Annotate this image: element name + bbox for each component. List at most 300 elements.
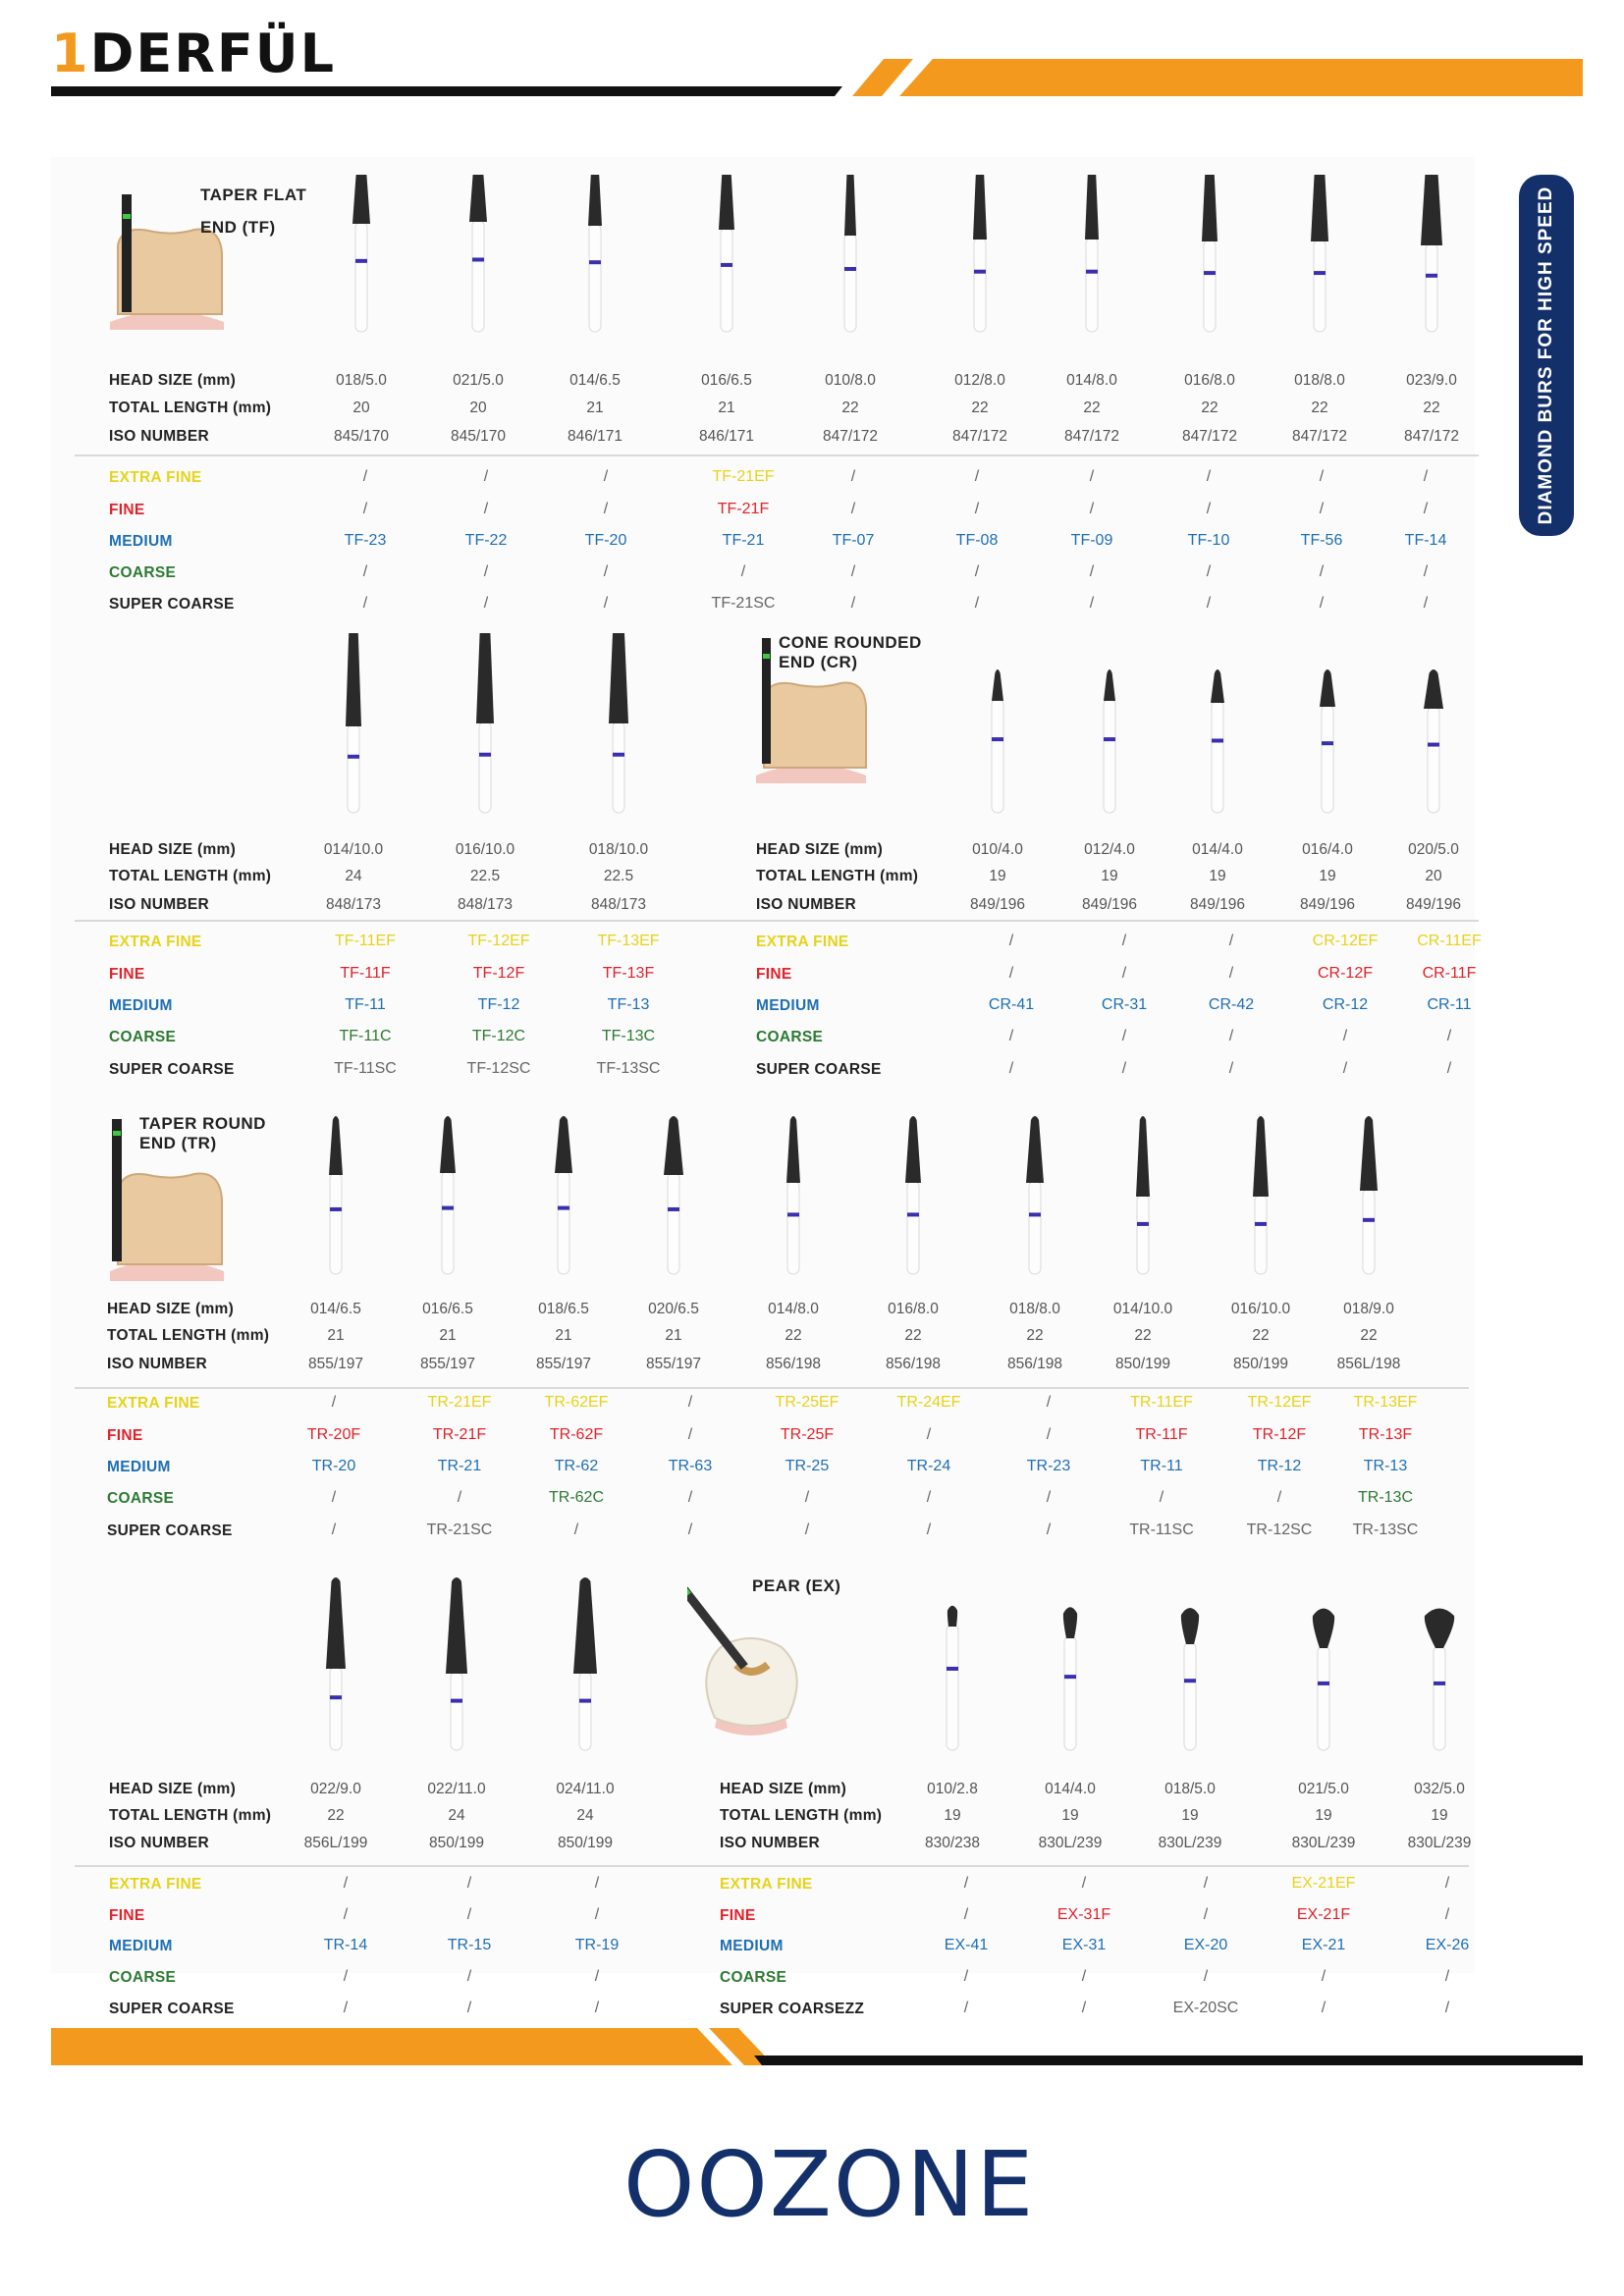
cr-c-3: / — [1228, 1028, 1234, 1044]
ex-len-3: 19 — [1181, 1807, 1199, 1824]
tf-c-4: / — [740, 563, 746, 580]
tf2-len-1: 24 — [345, 868, 362, 884]
row-label-super-coarse: SUPER COARSEZZ — [720, 2001, 865, 2017]
tf-head-7: 014/8.0 — [1066, 372, 1117, 389]
tf-bur-2 — [459, 175, 498, 334]
cr-title — [779, 633, 922, 671]
tf-m-7: TF-09 — [1070, 532, 1113, 549]
ex-c-3: / — [1203, 1968, 1209, 1985]
tr2-ef-2: / — [466, 1875, 472, 1892]
tf2-bur-3 — [599, 633, 638, 815]
cr-c-5: / — [1446, 1028, 1452, 1044]
tf-iso-6: 847/172 — [951, 428, 1008, 445]
row-label-extra-fine: EXTRA FINE — [720, 1876, 813, 1893]
tr-c-7: / — [1046, 1489, 1052, 1506]
tf2-m-2: TF-12 — [477, 996, 520, 1013]
ex-len-5: 19 — [1431, 1807, 1448, 1824]
tr2-ef-3: / — [594, 1875, 600, 1892]
cr-head-5: 020/5.0 — [1408, 841, 1459, 858]
tr-head-7: 018/8.0 — [1009, 1301, 1060, 1317]
tr-len-9: 22 — [1252, 1327, 1270, 1344]
tr-head-1: 014/6.5 — [310, 1301, 361, 1317]
tr-m-7: TR-23 — [1026, 1458, 1071, 1474]
tf2-sc-1: TF-11SC — [334, 1060, 397, 1077]
tf-title-line1: TAPER FLAT — [200, 186, 307, 204]
tr-sc-10: TR-13SC — [1352, 1522, 1419, 1538]
row-label-coarse: COARSE — [109, 564, 177, 581]
ozone-logo: OOZONE — [623, 2132, 1036, 2237]
tf-head-5: 010/8.0 — [825, 372, 876, 389]
ex-f-2: EX-31F — [1056, 1906, 1111, 1923]
tr-m-8: TR-11 — [1140, 1458, 1183, 1474]
ex-title-line1: PEAR (EX) — [752, 1576, 841, 1595]
cr-bur-3 — [1198, 667, 1237, 815]
cr-f-3: / — [1228, 965, 1234, 982]
tr-f-10: TR-13F — [1358, 1426, 1413, 1443]
row-label-iso-number: ISO NUMBER — [109, 896, 210, 913]
tr-head-8: 014/10.0 — [1112, 1301, 1173, 1317]
tr-f-4: / — [687, 1426, 693, 1443]
ex-iso-4: 830L/239 — [1291, 1835, 1356, 1851]
tr-c-8: / — [1159, 1489, 1164, 1506]
tr-bur-1 — [316, 1114, 355, 1276]
tf-len-10: 22 — [1423, 400, 1440, 416]
ex-len-1: 19 — [944, 1807, 961, 1824]
tf-head-2: 021/5.0 — [453, 372, 504, 389]
tr2-c-2: / — [466, 1968, 472, 1985]
tf-ef-3: / — [603, 468, 609, 485]
tf-ef-8: / — [1206, 468, 1212, 485]
ex-head-5: 032/5.0 — [1414, 1781, 1465, 1797]
tf-bur-5 — [831, 175, 870, 334]
cr-len-4: 19 — [1319, 868, 1336, 884]
tr2-iso-1: 856L/199 — [303, 1835, 368, 1851]
tf-iso-4: 846/171 — [698, 428, 755, 445]
row-label-fine: FINE — [109, 966, 145, 983]
ex-ef-2: / — [1081, 1875, 1087, 1892]
row-label-total-length: TOTAL LENGTH (mm) — [107, 1327, 270, 1344]
ex-bur-2 — [1051, 1605, 1090, 1752]
ex-bur-4 — [1304, 1605, 1343, 1752]
row-label-coarse: COARSE — [107, 1490, 175, 1507]
tf-bur-1 — [342, 175, 381, 334]
ex-head-3: 018/5.0 — [1164, 1781, 1216, 1797]
tf2-m-3: TF-13 — [607, 996, 650, 1013]
tr-f-7: / — [1046, 1426, 1052, 1443]
tf-title-line2: END (TF) — [200, 217, 276, 237]
tf-head-8: 016/8.0 — [1184, 372, 1235, 389]
tr-iso-4: 855/197 — [645, 1356, 702, 1372]
cr-ef-1: / — [1008, 933, 1014, 949]
ex-head-2: 014/4.0 — [1045, 1781, 1096, 1797]
cr-sc-4: / — [1342, 1060, 1348, 1077]
tr2-c-3: / — [594, 1968, 600, 1985]
ex-f-3: / — [1203, 1906, 1209, 1923]
tf-m-8: TF-10 — [1187, 532, 1230, 549]
tr-len-3: 21 — [555, 1327, 572, 1344]
tr-f-2: TR-21F — [432, 1426, 487, 1443]
tf-ef-7: / — [1089, 468, 1095, 485]
tr-m-6: TR-24 — [906, 1458, 951, 1474]
tr-len-6: 22 — [904, 1327, 922, 1344]
tf-ef-4: TF-21EF — [712, 468, 775, 485]
tr-len-8: 22 — [1134, 1327, 1152, 1344]
tr-ef-1: / — [331, 1394, 337, 1411]
tr-c-9: / — [1276, 1489, 1282, 1506]
ex-c-2: / — [1081, 1968, 1087, 1985]
row-label-medium: MEDIUM — [720, 1938, 784, 1954]
cr-len-1: 19 — [989, 868, 1006, 884]
tf-m-1: TF-23 — [344, 532, 387, 549]
tf2-len-3: 22.5 — [603, 868, 634, 884]
tf-sc-7: / — [1089, 595, 1095, 612]
ex-iso-1: 830/238 — [924, 1835, 981, 1851]
tr2-m-2: TR-15 — [447, 1937, 492, 1953]
tf2-head-3: 018/10.0 — [588, 841, 649, 858]
cr-bur-4 — [1308, 667, 1347, 815]
tf2-bur-1 — [334, 633, 373, 815]
ex-iso-3: 830L/239 — [1158, 1835, 1222, 1851]
cr-m-1: CR-41 — [988, 996, 1035, 1013]
tr-iso-2: 855/197 — [419, 1356, 476, 1372]
ex-sc-4: / — [1321, 2000, 1326, 2016]
tr-len-10: 22 — [1360, 1327, 1378, 1344]
separator — [75, 1865, 1469, 1867]
tf-f-6: / — [974, 501, 980, 517]
tr-iso-9: 850/199 — [1232, 1356, 1289, 1372]
tr-m-10: TR-13 — [1363, 1458, 1408, 1474]
tf-m-6: TF-08 — [955, 532, 999, 549]
tr2-ef-1: / — [343, 1875, 349, 1892]
cr-ef-4: CR-12EF — [1312, 933, 1379, 949]
cr-sc-5: / — [1446, 1060, 1452, 1077]
tr-bur-9 — [1241, 1114, 1280, 1276]
tf2-head-2: 016/10.0 — [455, 841, 515, 858]
tf-m-9: TF-56 — [1300, 532, 1343, 549]
cr-iso-1: 849/196 — [969, 896, 1026, 913]
tf-c-1: / — [362, 563, 368, 580]
row-label-super-coarse: SUPER COARSE — [107, 1522, 233, 1539]
cr-title-line2: END (CR) — [779, 652, 858, 671]
cr-m-3: CR-42 — [1208, 996, 1255, 1013]
row-label-head-size: HEAD SIZE (mm) — [756, 841, 884, 858]
tf2-c-3: TF-13C — [601, 1028, 656, 1044]
tf-bur-9 — [1300, 175, 1339, 334]
tr-f-3: TR-62F — [549, 1426, 604, 1443]
tr2-len-3: 24 — [576, 1807, 594, 1824]
tf-c-7: / — [1089, 563, 1095, 580]
tf-ef-6: / — [974, 468, 980, 485]
row-label-super-coarse: SUPER COARSE — [756, 1061, 882, 1078]
header-stripes — [0, 0, 1624, 108]
tr-sc-1: / — [331, 1522, 337, 1538]
tf2-iso-1: 848/173 — [325, 896, 382, 913]
tf-iso-9: 847/172 — [1291, 428, 1348, 445]
tr-title-line2: END (TR) — [139, 1133, 217, 1152]
tr-iso-5: 856/198 — [765, 1356, 822, 1372]
tr-bur-4 — [654, 1114, 693, 1276]
tf2-head-1: 014/10.0 — [323, 841, 384, 858]
cr-c-1: / — [1008, 1028, 1014, 1044]
tr-c-3: TR-62C — [548, 1489, 605, 1506]
ex-bur-3 — [1170, 1605, 1210, 1752]
tr-sc-5: / — [804, 1522, 810, 1538]
cr-len-5: 20 — [1425, 868, 1442, 884]
brand-logo-one: 1 — [51, 23, 90, 84]
tf2-iso-2: 848/173 — [457, 896, 514, 913]
cr-head-3: 014/4.0 — [1192, 841, 1243, 858]
tf-sc-1: / — [362, 595, 368, 612]
row-label-extra-fine: EXTRA FINE — [107, 1395, 200, 1412]
row-label-medium: MEDIUM — [756, 997, 820, 1014]
side-tab-label: DIAMOND BURS FOR HIGH SPEED — [1536, 186, 1556, 525]
tf-m-2: TF-22 — [464, 532, 508, 549]
tf-ef-10: / — [1423, 468, 1429, 485]
row-label-medium: MEDIUM — [109, 533, 173, 550]
ex-m-1: EX-41 — [944, 1937, 989, 1953]
tf-m-10: TF-14 — [1404, 532, 1447, 549]
tr2-len-2: 24 — [448, 1807, 465, 1824]
ex-f-1: / — [963, 1906, 969, 1923]
tr2-sc-1: / — [343, 2000, 349, 2016]
tf2-iso-3: 848/173 — [590, 896, 647, 913]
tr-iso-1: 855/197 — [307, 1356, 364, 1372]
tr-iso-8: 850/199 — [1114, 1356, 1171, 1372]
tf-len-8: 22 — [1201, 400, 1218, 416]
tr-sc-8: TR-11SC — [1129, 1522, 1194, 1538]
tf-sc-2: / — [483, 595, 489, 612]
row-label-fine: FINE — [109, 502, 145, 518]
ex-f-4: EX-21F — [1296, 1906, 1351, 1923]
tf2-sc-3: TF-13SC — [596, 1060, 661, 1077]
ex-c-5: / — [1444, 1968, 1450, 1985]
tf-len-5: 22 — [841, 400, 859, 416]
tr-iso-3: 855/197 — [535, 1356, 592, 1372]
tf-len-9: 22 — [1311, 400, 1328, 416]
tf-head-6: 012/8.0 — [954, 372, 1005, 389]
tr-f-8: TR-11F — [1135, 1426, 1188, 1443]
tf-bur-6 — [960, 175, 1000, 334]
ex-ef-4: EX-21EF — [1291, 1875, 1356, 1892]
tf-ef-9: / — [1319, 468, 1325, 485]
tf-iso-2: 845/170 — [450, 428, 507, 445]
cr-f-1: / — [1008, 965, 1014, 982]
tf-len-7: 22 — [1083, 400, 1101, 416]
cr-ef-3: / — [1228, 933, 1234, 949]
row-label-total-length: TOTAL LENGTH (mm) — [109, 400, 272, 416]
tr-ef-5: TR-25EF — [775, 1394, 839, 1411]
row-label-iso-number: ISO NUMBER — [756, 896, 857, 913]
tf2-ef-2: TF-12EF — [467, 933, 530, 949]
cr-title-line1: CONE ROUNDED — [779, 633, 922, 652]
cr-c-2: / — [1121, 1028, 1127, 1044]
tf-ef-5: / — [850, 468, 856, 485]
tr-m-2: TR-21 — [437, 1458, 482, 1474]
tf2-len-2: 22.5 — [469, 868, 501, 884]
tr2-m-1: TR-14 — [323, 1937, 368, 1953]
cr-ef-2: / — [1121, 933, 1127, 949]
tr2-bur-1 — [316, 1575, 355, 1752]
tr2-head-3: 024/11.0 — [556, 1781, 615, 1797]
tf-f-9: / — [1319, 501, 1325, 517]
tr-head-5: 014/8.0 — [768, 1301, 819, 1317]
ex-head-4: 021/5.0 — [1298, 1781, 1349, 1797]
cr-head-2: 012/4.0 — [1084, 841, 1135, 858]
tf-f-2: / — [483, 501, 489, 517]
tf2-f-2: TF-12F — [472, 965, 525, 982]
tr2-sc-2: / — [466, 2000, 472, 2016]
ex-iso-5: 830L/239 — [1407, 1835, 1472, 1851]
tf-title — [200, 185, 306, 240]
tr-head-4: 020/6.5 — [648, 1301, 699, 1317]
row-label-medium: MEDIUM — [107, 1459, 171, 1475]
ex-c-4: / — [1321, 1968, 1326, 1985]
ex-f-5: / — [1444, 1906, 1450, 1923]
cr-m-2: CR-31 — [1101, 996, 1148, 1013]
ex-title — [752, 1575, 840, 1598]
ex-sc-2: / — [1081, 2000, 1087, 2016]
cr-iso-2: 849/196 — [1081, 896, 1138, 913]
tf-f-10: / — [1423, 501, 1429, 517]
tr2-head-1: 022/9.0 — [310, 1781, 361, 1797]
tf2-f-3: TF-13F — [602, 965, 655, 982]
tf-head-4: 016/6.5 — [701, 372, 752, 389]
row-label-total-length: TOTAL LENGTH (mm) — [109, 868, 272, 884]
row-label-iso-number: ISO NUMBER — [107, 1356, 208, 1372]
tf-len-4: 21 — [718, 400, 735, 416]
tf-head-10: 023/9.0 — [1406, 372, 1457, 389]
tf-iso-1: 845/170 — [333, 428, 390, 445]
tr2-head-2: 022/11.0 — [427, 1781, 486, 1797]
tf2-bur-2 — [465, 633, 505, 815]
tf-c-6: / — [974, 563, 980, 580]
tf-iso-5: 847/172 — [822, 428, 879, 445]
tr-head-2: 016/6.5 — [422, 1301, 473, 1317]
tf-c-9: / — [1319, 563, 1325, 580]
row-label-extra-fine: EXTRA FINE — [109, 1876, 202, 1893]
tr-bur-10 — [1349, 1114, 1388, 1276]
tf-f-1: / — [362, 501, 368, 517]
row-label-head-size: HEAD SIZE (mm) — [109, 372, 237, 389]
tr-c-5: / — [804, 1489, 810, 1506]
cr-head-4: 016/4.0 — [1302, 841, 1353, 858]
ex-ef-3: / — [1203, 1875, 1209, 1892]
cr-sc-2: / — [1121, 1060, 1127, 1077]
row-label-extra-fine: EXTRA FINE — [109, 469, 202, 486]
tf-sc-6: / — [974, 595, 980, 612]
tr-bur-8 — [1123, 1114, 1163, 1276]
tf-bur-3 — [575, 175, 615, 334]
tr-iso-7: 856/198 — [1006, 1356, 1063, 1372]
cr-bur-1 — [978, 667, 1017, 815]
tf-len-6: 22 — [971, 400, 989, 416]
tf-head-9: 018/8.0 — [1294, 372, 1345, 389]
row-label-total-length: TOTAL LENGTH (mm) — [109, 1807, 272, 1824]
tf-m-3: TF-20 — [584, 532, 627, 549]
tr-len-5: 22 — [785, 1327, 802, 1344]
separator — [75, 920, 1479, 922]
row-label-medium: MEDIUM — [109, 1938, 173, 1954]
tr-ef-10: TR-13EF — [1353, 1394, 1418, 1411]
tf-head-3: 014/6.5 — [569, 372, 621, 389]
tf-len-1: 20 — [352, 400, 370, 416]
tr-iso-10: 856L/198 — [1336, 1356, 1401, 1372]
tf-m-5: TF-07 — [832, 532, 875, 549]
tf2-c-1: TF-11C — [339, 1028, 392, 1044]
tr-ef-6: TR-24EF — [896, 1394, 961, 1411]
tr-bur-6 — [893, 1114, 933, 1276]
tf-iso-10: 847/172 — [1403, 428, 1460, 445]
ex-head-1: 010/2.8 — [927, 1781, 978, 1797]
row-label-medium: MEDIUM — [109, 997, 173, 1014]
tr2-bur-2 — [437, 1575, 476, 1752]
tf-c-5: / — [850, 563, 856, 580]
cr-sc-3: / — [1228, 1060, 1234, 1077]
tf-len-3: 21 — [586, 400, 604, 416]
tr-sc-7: / — [1046, 1522, 1052, 1538]
tf2-c-2: TF-12C — [471, 1028, 526, 1044]
tf-bur-8 — [1190, 175, 1229, 334]
tf2-f-1: TF-11F — [340, 965, 391, 982]
tf-f-7: / — [1089, 501, 1095, 517]
ex-len-2: 19 — [1061, 1807, 1079, 1824]
tf-sc-3: / — [603, 595, 609, 612]
tf-bur-7 — [1072, 175, 1111, 334]
row-label-head-size: HEAD SIZE (mm) — [109, 841, 237, 858]
tr-f-9: TR-12F — [1252, 1426, 1307, 1443]
row-label-super-coarse: SUPER COARSE — [109, 1061, 235, 1078]
row-label-coarse: COARSE — [109, 1969, 177, 1986]
ex-m-3: EX-20 — [1183, 1937, 1228, 1953]
row-label-super-coarse: SUPER COARSE — [109, 596, 235, 613]
row-label-total-length: TOTAL LENGTH (mm) — [720, 1807, 883, 1824]
ex-m-4: EX-21 — [1301, 1937, 1346, 1953]
tr-len-1: 21 — [327, 1327, 345, 1344]
brand-logo-text: DERFÜL — [89, 23, 337, 84]
tr2-f-2: / — [466, 1906, 472, 1923]
cr-ef-5: CR-11EF — [1417, 933, 1482, 949]
tf-f-8: / — [1206, 501, 1212, 517]
tf-iso-3: 846/171 — [567, 428, 623, 445]
tr2-f-3: / — [594, 1906, 600, 1923]
tr-c-1: / — [331, 1489, 337, 1506]
tf2-ef-1: TF-11EF — [335, 933, 396, 949]
tr-title — [139, 1114, 266, 1152]
row-label-fine: FINE — [756, 966, 792, 983]
ex-ef-5: / — [1444, 1875, 1450, 1892]
cr-len-3: 19 — [1209, 868, 1226, 884]
tr2-bur-3 — [566, 1575, 605, 1752]
row-label-fine: FINE — [720, 1907, 756, 1924]
tr2-sc-3: / — [594, 2000, 600, 2016]
cr-iso-3: 849/196 — [1189, 896, 1246, 913]
tr-head-10: 018/9.0 — [1343, 1301, 1394, 1317]
tr-head-9: 016/10.0 — [1230, 1301, 1291, 1317]
cr-head-1: 010/4.0 — [972, 841, 1023, 858]
tr-ef-4: / — [687, 1394, 693, 1411]
row-label-coarse: COARSE — [109, 1029, 177, 1045]
tf-c-10: / — [1423, 563, 1429, 580]
tf-len-2: 20 — [469, 400, 487, 416]
tr-bur-3 — [544, 1114, 583, 1276]
tr-head-6: 016/8.0 — [888, 1301, 939, 1317]
row-label-extra-fine: EXTRA FINE — [109, 934, 202, 950]
separator — [75, 454, 1479, 456]
tr-c-10: TR-13C — [1357, 1489, 1414, 1506]
ex-sc-5: / — [1444, 2000, 1450, 2016]
ex-len-4: 19 — [1315, 1807, 1332, 1824]
tr-m-4: TR-63 — [668, 1458, 713, 1474]
